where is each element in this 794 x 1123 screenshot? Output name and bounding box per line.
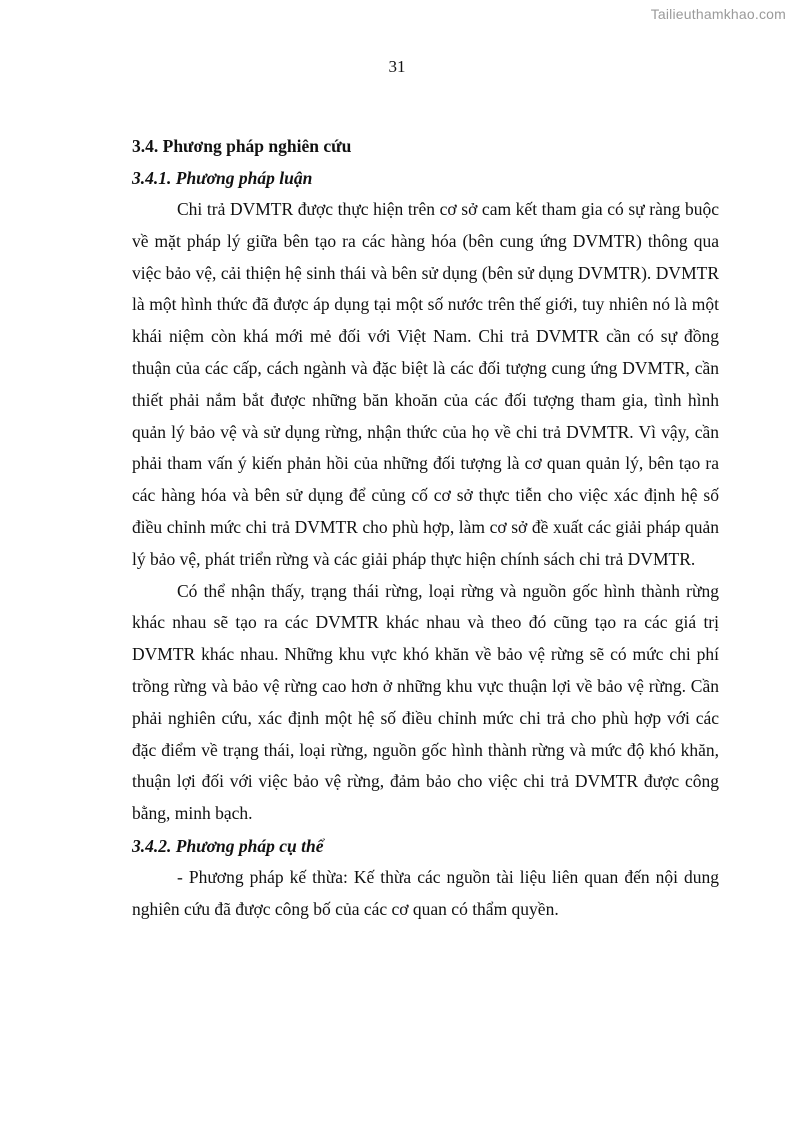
subsection-heading-specific-methods: 3.4.2. Phương pháp cụ thể — [132, 835, 324, 856]
page-number: 31 — [388, 57, 406, 76]
watermark-text: Tailieuthamkhao.com — [650, 6, 786, 22]
document-body — [132, 130, 719, 926]
paragraph: Có thể nhận thấy, trạng thái rừng, loại rừng và nguồn gốc hình thành rừng khác nhau sẽ tạo ra các DVMTR khác nhau và theo đó cũng tạo ra các giá trị DVMTR khác nhau. Những khu vực khó khăn về bảo vệ rừng sẽ có mức chi phí trồng rừng và bảo vệ rừng cao hơn ở những khu vực thuận lợi về bảo vệ rừng. Cần phải nghiên cứu, xác định một hệ số điều chỉnh mức chi trả cho phù hợp với các đặc điểm về trạng thái, loại rừng, nguồn gốc hình thành rừng và mức độ khó khăn, thuận lợi đối với việc bảo vệ rừng, đảm bảo cho việc chi trả DVMTR được công bằng, minh bạch. — [132, 580, 719, 824]
section-heading: 3.4. Phương pháp nghiên cứu — [132, 136, 352, 156]
paragraph: Chi trả DVMTR được thực hiện trên cơ sở cam kết tham gia có sự ràng buộc về mặt pháp lý giữa bên tạo ra các hàng hóa (bên cung ứng DVMTR) thông qua việc bảo vệ, cải thiện hệ sinh thái và bên sử dụng (bên sử dụng DVMTR). DVMTR là một hình thức đã được áp dụng tại một số nước trên thế giới, tuy nhiên nó là một khái niệm còn khá mới mẻ đối với Việt Nam. Chi trả DVMTR cần có sự đồng thuận của các cấp, cách ngành và đặc biệt là các đối tượng cung ứng DVMTR, cần thiết phải nắm bắt được những băn khoăn của các đối tượng tham gia, tình hình quản lý bảo vệ và sử dụng rừng, nhận thức của họ về chi trả DVMTR. Vì vậy, cần phải tham vấn ý kiến phản hồi của những đối tượng là cơ quan quản lý, bên tạo ra các hàng hóa và bên sử dụng để củng cố cơ sở thực tiễn cho việc xác định hệ số điều chỉnh mức chi trả DVMTR cho phù hợp, làm cơ sở đề xuất các giải pháp quản lý bảo vệ, phát triển rừng và các giải pháp thực hiện chính sách chi trả DVMTR. — [132, 199, 719, 569]
paragraph: - Phương pháp kế thừa: Kế thừa các nguồn tài liệu liên quan đến nội dung nghiên cứu đã được công bố của các cơ quan có thẩm quyền. — [132, 866, 719, 919]
subsection-heading-methodology: 3.4.1. Phương pháp luận — [132, 168, 313, 188]
